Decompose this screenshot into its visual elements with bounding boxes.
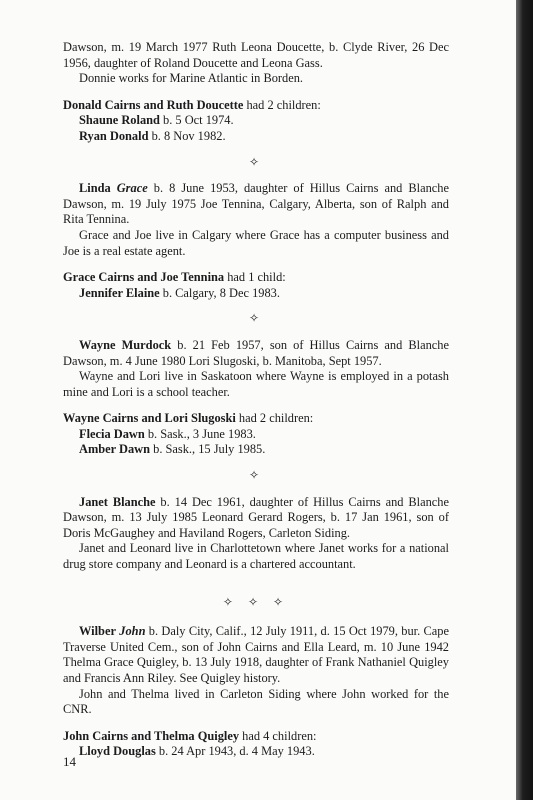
note-wayne: Wayne and Lori live in Saskatoon where Wayne is employed in a potash mine and Lori is a school teacher. bbox=[63, 369, 449, 399]
entry-wayne: Wayne Murdock b. 21 Feb 1957, son of Hillus Cairns and Blanche Dawson, m. 4 June 1980 Lori Slugoski, b. Manitoba, Sept 1957. bbox=[63, 337, 449, 368]
note-janet: Janet and Leonard live in Charlottetown where Janet works for a national drug store company and Leonard is a chartered accountant. bbox=[63, 541, 449, 572]
child-entry: Jennifer Elaine b. Calgary, 8 Dec 1983. bbox=[79, 285, 280, 300]
paragraph-donnie-work: Donnie works for Marine Atlantic in Borden. bbox=[79, 71, 304, 86]
paragraph-marriage-ruth: Dawson, m. 19 March 1977 Ruth Leona Doucette, b. Clyde River, 26 Dec 1956, daughter of Roland Doucette and Leona Gass. bbox=[63, 40, 449, 70]
family-heading-grace-joe: Grace Cairns and Joe Tennina had 1 child: bbox=[63, 270, 286, 285]
note-linda: Grace and Joe live in Calgary where Grace has a computer business and Joe is a real estate agent. bbox=[63, 227, 449, 258]
child-entry: Amber Dawn b. Sask., 15 July 1985. bbox=[79, 442, 266, 457]
note-wilber: John and Thelma lived in Carleton Siding where John worked for the CNR. bbox=[63, 686, 449, 717]
page-number: 14 bbox=[63, 754, 76, 769]
family-heading-donald-ruth: Donald Cairns and Ruth Doucette had 2 children: bbox=[63, 97, 321, 112]
chapter-separator-icon: ✧ ✧ ✧ bbox=[222, 594, 290, 609]
section-separator-icon: ✧ bbox=[248, 468, 264, 483]
section-separator-icon: ✧ bbox=[248, 154, 264, 169]
entry-linda: Linda Grace b. 8 June 1953, daughter of Hillus Cairns and Blanche Dawson, m. 19 July 1975 Joe Tennina, Calgary, Alberta, son of Ralph and Rita Tennina. bbox=[63, 181, 449, 227]
family-heading-john-thelma: John Cairns and Thelma Quigley had 4 children: bbox=[63, 728, 317, 743]
page-content bbox=[63, 40, 449, 760]
section-separator-icon: ✧ bbox=[248, 311, 264, 326]
entry-wilber: Wilber John b. Daly City, Calif., 12 July 1911, d. 15 Oct 1979, bur. Cape Traverse United Cem., son of John Cairns and Ella Leard, m. 10 June 1942 Thelma Grace Quigley, b. 13 July 1918, daughter of Frank Nathaniel Quigley and Francis Ann Riley. See Quigley history. bbox=[63, 624, 449, 685]
child-entry: Ryan Donald b. 8 Nov 1982. bbox=[79, 128, 226, 143]
child-entry: Shaune Roland b. 5 Oct 1974. bbox=[79, 113, 234, 128]
child-entry: Flecia Dawn b. Sask., 3 June 1983. bbox=[79, 426, 256, 441]
page-edge-shadow bbox=[516, 0, 533, 800]
entry-janet: Janet Blanche b. 14 Dec 1961, daughter of Hillus Cairns and Blanche Dawson, m. 13 July 1985 Leonard Gerard Rogers, b. 17 Jan 1961, son of Doris McGaughey and Haviland Rogers, Carleton Siding. bbox=[63, 494, 449, 540]
parents-names: Donald Cairns and Ruth Doucette bbox=[63, 97, 244, 112]
child-entry: Lloyd Douglas b. 24 Apr 1943, d. 4 May 1943. bbox=[79, 744, 315, 759]
family-heading-wayne-lori: Wayne Cairns and Lori Slugoski had 2 children: bbox=[63, 411, 314, 426]
